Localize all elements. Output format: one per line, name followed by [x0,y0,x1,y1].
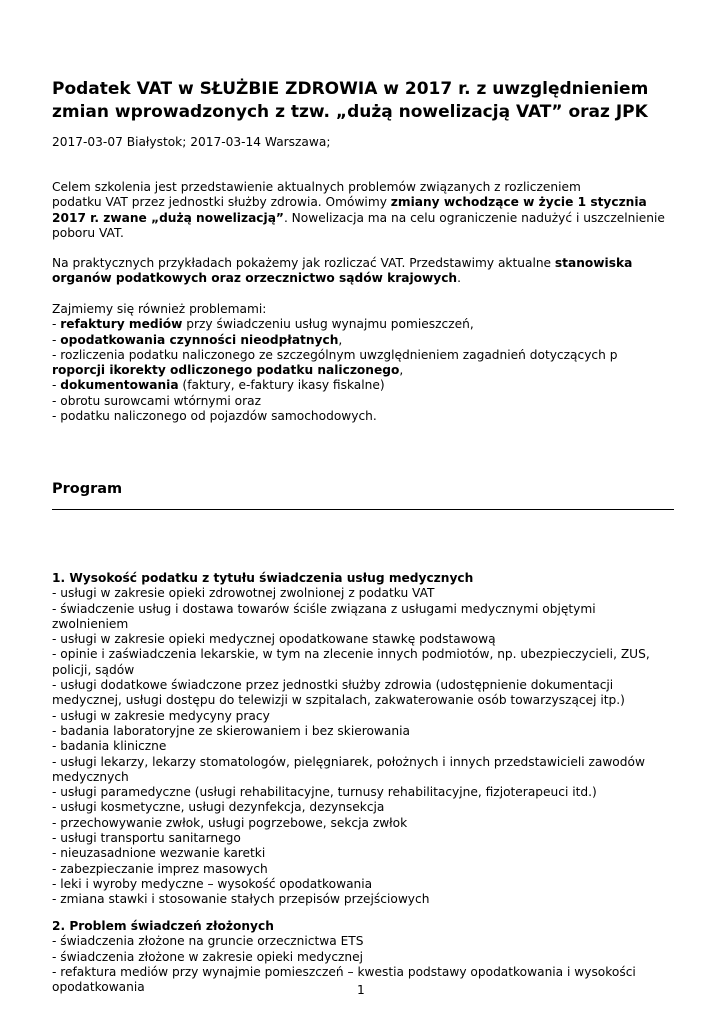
program-line: - zmiana stawki i stosowanie stałych przepisów przejściowych [52,892,430,907]
list-item-text: - obrotu surowcami wtórnymi oraz [52,393,261,408]
section-1-lines [52,586,674,907]
program-line: zwolnieniem [52,616,129,631]
intro-bold: zmiany wchodzące w życie 1 stycznia [390,195,647,210]
document-title: Podatek VAT w SŁUŻBIE ZDROWIA w 2017 r. z uwzględnieniem zmian wprowadzonych z tzw. „dużą nowelizacją VAT” oraz JPK [52,79,649,122]
list-item-text: , [338,332,343,347]
intro-problem-list [52,302,674,424]
intro-text: Na praktycznych przykładach pokażemy jak rozliczać VAT. Przedstawimy aktualne [52,256,555,270]
program-line: - usługi w zakresie opieki medycznej opodatkowane stawkę podstawową [52,632,496,647]
intro-bold: stanowiska [554,256,633,270]
program-line: - usługi w zakresie opieki zdrowotnej zwolnionej z podatku VAT [52,586,435,601]
program-line: - badania kliniczne [52,739,167,754]
intro-text: podatku VAT przez jednostki służby zdrowia. Omówimy [52,195,391,210]
list-item-bold: dokumentowania [60,378,179,393]
program-line: - usługi transportu sanitarnego [52,831,241,846]
program-line: medycznej, usługi dostępu do telewizji w szpitalach, zakwaterowanie osób towarzyszącej itp.) [52,693,625,708]
dateline: 2017-03-07 Białystok; 2017-03-14 Warszawa; [52,135,331,149]
list-item-text: przy świadczeniu usług wynajmu pomieszczeń, [182,317,474,332]
intro-text: . [457,271,461,286]
list-lead: Zajmiemy się również problemami: [52,302,267,316]
intro-paragraph-2 [52,256,674,287]
list-item-text: - podatku naliczonego od pojazdów samochodowych. [52,409,377,424]
program-line: - nieuzasadnione wezwanie karetki [52,846,266,861]
intro-bold: 2017 r. zwane „dużą nowelizacją” [52,210,284,225]
list-item [52,409,674,424]
program-heading: Program [52,481,123,497]
program-line: - świadczenie usług i dostawa towarów ściśle związana z usługami medycznymi objętymi [52,601,596,616]
program-line: - zabezpieczanie imprez masowych [52,861,268,876]
intro-text: Celem szkolenia jest przedstawienie aktualnych problemów związanych z rozliczeniem [52,180,581,194]
program-line: policji, sądów [52,662,135,677]
list-item [52,317,674,332]
program-line: - refaktura mediów przy wynajmie pomieszczeń – kwestia podstawy opodatkowania i wysokości [52,964,636,979]
list-dash: - [52,378,61,393]
section-1 [52,571,674,908]
horizontal-divider [52,509,674,510]
list-item-continued [52,363,674,378]
intro-text: poboru VAT. [52,225,124,240]
program-line: - leki i wyroby medyczne – wysokość opodatkowania [52,876,373,891]
list-item-text: , [399,363,404,378]
section-heading: 1. Wysokość podatku z tytułu świadczenia usług medycznych [52,571,474,585]
program-line: - świadczenia złożone na gruncie orzecznictwa ETS [52,934,364,949]
program-line: - usługi dodatkowe świadczone przez jednostki służby zdrowia (udostępnienie dokumentacji [52,678,614,693]
list-item [52,378,674,393]
list-item [52,394,674,409]
program-line: - usługi paramedyczne (usługi rehabilitacyjne, turnusy rehabilitacyjne, fizjoterapeuci itd.) [52,785,597,800]
list-item [52,348,674,363]
program-line: - usługi kosmetyczne, usługi dezynfekcja, dezynsekcja [52,800,385,815]
intro-bold: organów podatkowych oraz orzecznictwo sądów krajowych [52,271,458,286]
program-line: - przechowywanie zwłok, usługi pogrzebowe, sekcja zwłok [52,815,408,830]
program-line: - opinie i zaświadczenia lekarskie, w tym na zlecenie innych podmiotów, np. ubezpieczycieli, ZUS, [52,647,650,662]
list-item-bold: refaktury mediów [60,317,183,332]
program-line: medycznych [52,769,129,784]
program-line: - usługi w zakresie medycyny pracy [52,708,270,723]
list-item-text: (faktury, e-faktury ikasy fiskalne) [178,378,385,393]
program-line: - usługi lekarzy, lekarzy stomatologów, pielęgniarek, położnych i innych przedstawicieli zawodów [52,754,645,769]
list-item-bold: roporcji ikorekty odliczonego podatku naliczonego [52,363,400,378]
program-line: opodatkowania [52,980,145,995]
list-dash: - [52,332,61,347]
list-item-text: - rozliczenia podatku naliczonego ze szczególnym uwzględnieniem zagadnień dotyczących p [52,347,618,362]
list-item-bold: opodatkowania czynności nieodpłatnych [60,332,339,347]
page-number: 1 [357,983,365,997]
program-line: - badania laboratoryjne ze skierowaniem i bez skierowania [52,723,410,738]
list-item [52,333,674,348]
section-heading: 2. Problem świadczeń złożonych [52,919,274,933]
program-line: - świadczenia złożone w zakresie opieki medycznej [52,949,364,964]
intro-text: . Nowelizacja ma na celu ograniczenie nadużyć i uszczelnienie [283,210,665,225]
list-dash: - [52,317,61,332]
intro-paragraph-1 [52,180,674,241]
